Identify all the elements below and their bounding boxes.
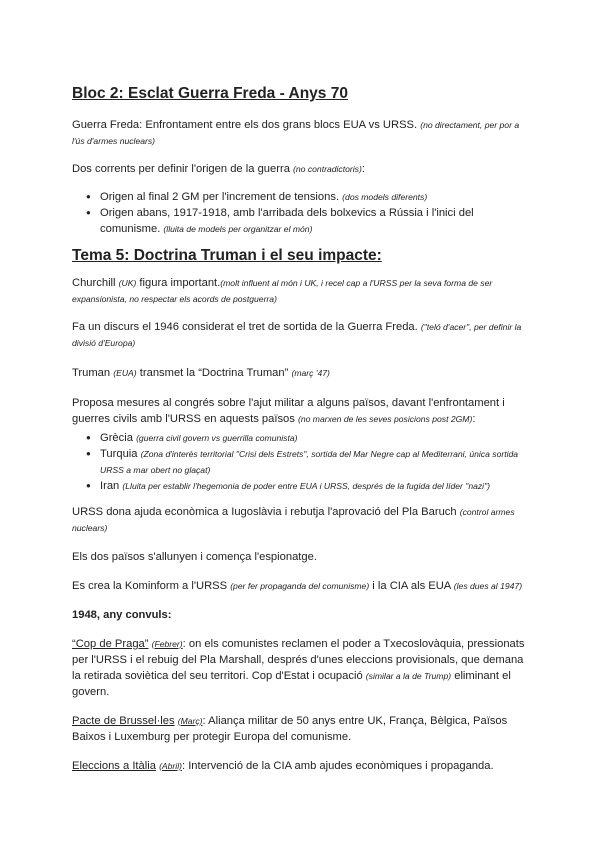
paragraph-pacte-brussel: Pacte de Brussel·les (Març): Aliança militar de 50 anys entre UK, França, Bèlgica, Països Baixos i Luxemburg per protegir Europa del comunisme. [72, 715, 508, 743]
list-item: ● Origen al final 2 GM per l'increment de tensions. (dos models diferents) [72, 189, 532, 205]
page-content [72, 84, 532, 774]
paragraph-guerra-freda: Guerra Freda: Enfrontament entre els dos grans blocs EUA vs URSS. (no directament, per por a l'ús d'armes nuclears) [72, 119, 520, 146]
note: (control armes nuclears) [72, 507, 515, 533]
note: (dos models diferents) [342, 192, 428, 202]
note: (no marxen de les seves posicions post 2GM) [297, 414, 473, 424]
paragraph-discurs: Fa un discurs el 1946 considerat el tret de sortida de la Guerra Freda. ("teló d'acer", per definir la divisió d'Europa) [72, 321, 522, 348]
paragraph-eleccions-italia: Eleccions a Itàlia (Abril): Intervenció de la CIA amb ajudes econòmiques i propaganda. [72, 760, 494, 772]
note: (març '47) [291, 368, 330, 378]
countries-list [72, 430, 532, 494]
pacte-brussel-label: Pacte de Brussel·les [72, 715, 175, 727]
origins-list [72, 189, 532, 237]
list-item: ● Origen abans, 1917-1918, amb l'arribada dels bolxevics a Rússia i l'inici del comunisme. (lluita de models per organitzar el món) [72, 205, 532, 237]
note: (EUA) [113, 368, 137, 378]
note: (Zona d'interès territorial "Crisi dels Estrets", sortida del Mar Negre cap al Mediterrani, única sortida URSS a mar obert no glaçat) [100, 449, 519, 475]
note: (Febrer) [151, 639, 183, 649]
note: (Abril) [159, 761, 182, 771]
paragraph-proposa: Proposa mesures al congrés sobre l'ajut militar a alguns països, davant l'enfrontament i guerres civils amb l'URSS en aquests països (no marxen de les seves posicions post 2GM): [72, 397, 505, 425]
note: (no contradictoris) [293, 164, 362, 174]
eleccions-italia-label: Eleccions a Itàlia [72, 760, 156, 772]
note: (guerra civil govern vs guerrilla comunista) [136, 433, 298, 443]
paragraph-urss-ajuda: URSS dona ajuda econòmica a Iugoslàvia i rebutja l'aprovació del Pla Baruch (control armes nuclears) [72, 506, 515, 533]
paragraph-cop-de-praga: “Cop de Praga” (Febrer): on els comunistes reclamen el poder a Txecoslovàquia, pressionats per l'URSS i el rebuig del Pla Marshall, després d'unes eleccions provisionals, que demana la retirada soviètica del seu territori. Cop d'Estat i ocupació (similar a la de Trump) eliminant el govern. [72, 638, 525, 698]
list-item: ● Iran (Lluita per establir l'hegemonia de poder entre EUA i URSS, després de la fugida del líder "nazi") [72, 478, 532, 494]
note: (per fer propaganda del comunisme) [230, 581, 370, 591]
cop-de-praga-label: “Cop de Praga” [72, 638, 149, 650]
list-item: ● Grècia (guerra civil govern vs guerrilla comunista) [72, 430, 532, 446]
note: (molt influent al món i UK, i recel cap a l'URSS per la seva forma de ser expansionista, no respectar els acords de postguerra) [72, 278, 493, 304]
note: (UK) [118, 278, 137, 288]
paragraph-truman: Truman (EUA) transmet la “Doctrina Truman” (març '47) [72, 367, 330, 379]
section-1948-title: 1948, any convuls: [72, 609, 172, 621]
note: (Lluita per establir l'hegemonia de poder entre EUA i URSS, després de la fugida del líder "nazi") [122, 481, 490, 491]
note: (no directament, per por a l'ús d'armes nuclears) [72, 120, 520, 146]
paragraph-espionatge: Els dos països s'allunyen i comença l'espionatge. [72, 551, 317, 563]
note: ("teló d'acer", per definir la divisió d'Europa) [72, 322, 522, 348]
note: (Març) [177, 716, 203, 726]
paragraph-kominform: Es crea la Kominform a l'URSS (per fer propaganda del comunisme) i la CIA als EUA (les dues al 1947) [72, 580, 523, 592]
note: (similar a la de Trump) [365, 671, 452, 681]
paragraph-churchill: Churchill (UK) figura important.(molt influent al món i UK, i recel cap a l'URSS per la seva forma de ser expansionista, no respectar els acords de postguerra) [72, 277, 493, 304]
note: (lluita de models per organitzar el món) [163, 224, 313, 234]
tema-title: Tema 5: Doctrina Truman i el seu impacte: [72, 247, 382, 264]
note: (les dues al 1947) [453, 581, 523, 591]
list-item: ● Turquia (Zona d'interès territorial "Crisi dels Estrets", sortida del Mar Negre cap al Mediterrani, única sortida URSS a mar obert no glaçat) [72, 446, 532, 478]
paragraph-dos-corrents: Dos corrents per definir l'origen de la guerra (no contradictoris): [72, 163, 365, 175]
bloc-title: Bloc 2: Esclat Guerra Freda - Anys 70 [72, 85, 348, 102]
